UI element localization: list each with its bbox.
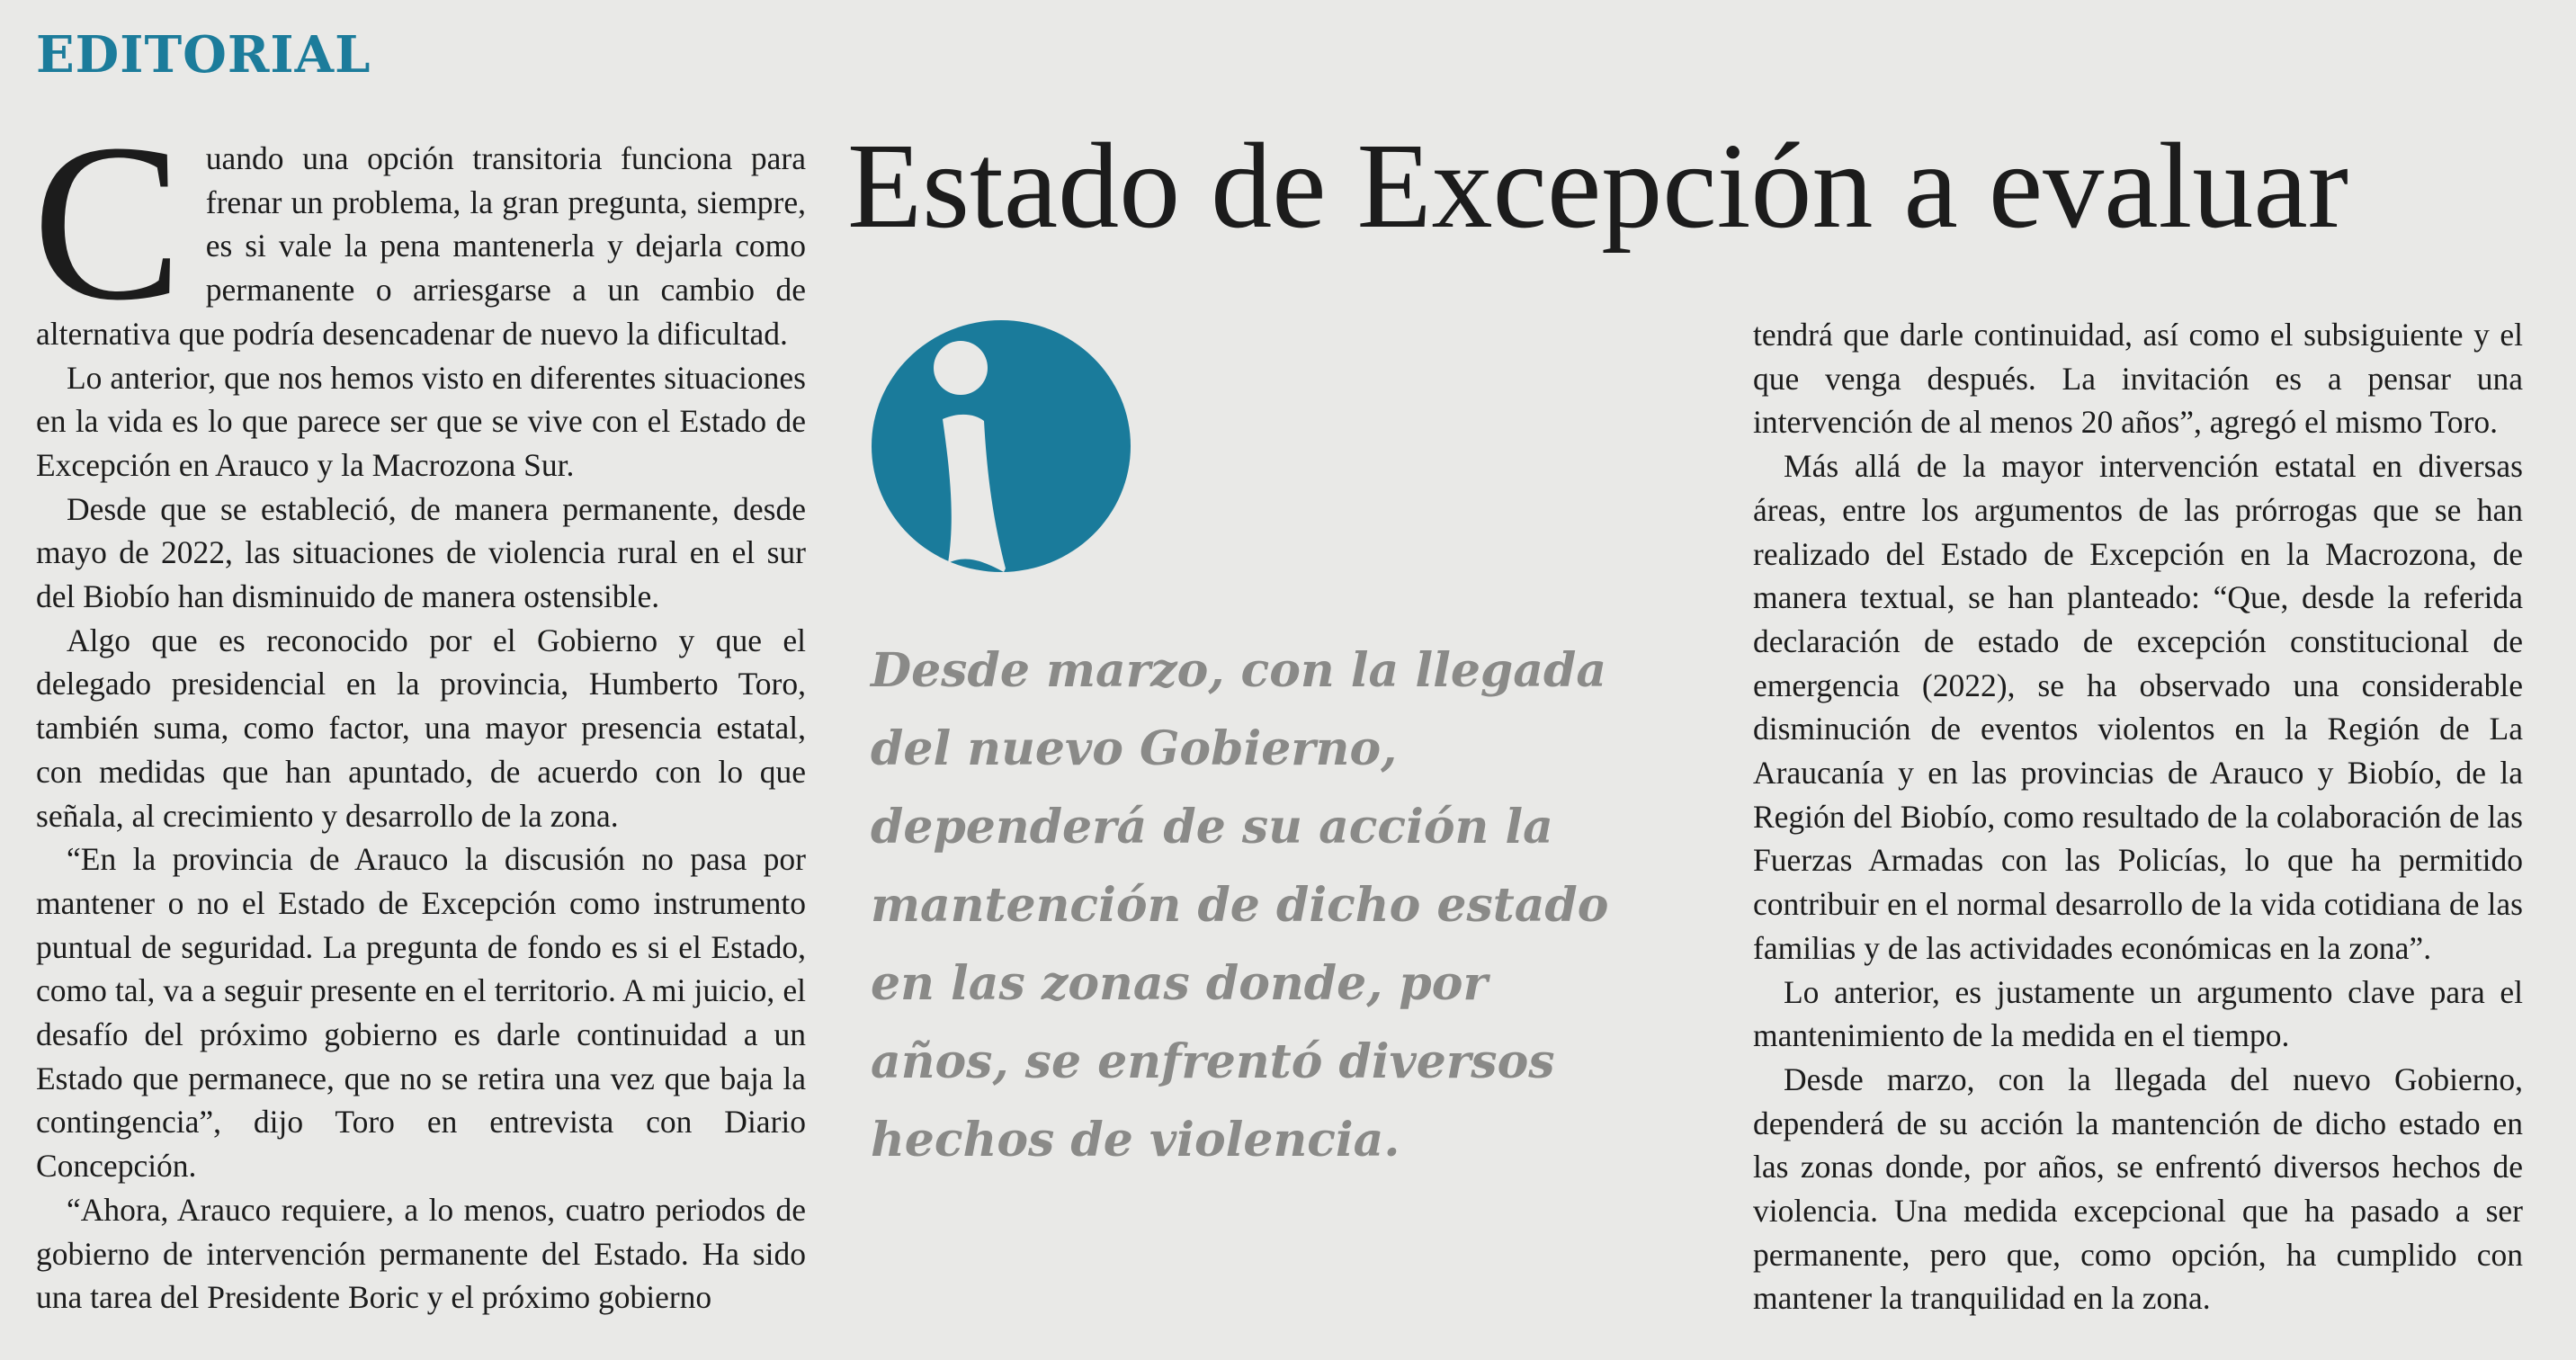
article-column-left: [32, 98, 806, 1320]
info-icon: [869, 318, 1133, 574]
paragraph: uando una opción transitoria funciona para frenar un problema, la gran pregunta, siempre, es si vale la pena mantenerla y dejarla como permanente o arriesgarse a un cambio de alternativa que podría desencadenar de nuevo la dificultad.: [36, 140, 806, 352]
paragraph: Desde marzo, con la llegada del nuevo Gobierno, dependerá de su acción la mantención de dicho estado en las zonas donde, por años, se enfrentó diversos hechos de violencia. Una medida excepcional que ha pasado a ser permanente, pero que, como opción, ha cumplido con mantener la tranquilidad en la zona.: [1753, 1060, 2523, 1317]
paragraph: Lo anterior, que nos hemos visto en diferentes situaciones en la vida es lo que parece ser que se vive con el Estado de Excepción en Arauco y la Macrozona Sur.: [36, 359, 806, 483]
paragraph: Algo que es reconocido por el Gobierno y que el delegado presidencial en la provincia, Humberto Toro, también suma, como factor, una mayor presencia estatal, con medidas que han apuntado, de acuerdo con lo que señala, al crecimiento y desarrollo de la zona.: [36, 622, 806, 834]
pull-quote: Desde marzo, con la llegada del nuevo Gobierno, dependerá de su acción la mantención de dicho estado en las zonas donde, por años, se enfrentó diversos hechos de violencia.: [871, 643, 1609, 1168]
section-label: EDITORIAL: [36, 25, 371, 85]
headline: Estado de Excepción a evaluar: [847, 119, 2348, 254]
paragraph: “En la provincia de Arauco la discusión no pasa por mantener o no el Estado de Excepción como instrumento puntual de seguridad. La pregunta de fondo es si el Estado, como tal, va a seguir presente en el territorio. A mi juicio, el desafío del próximo gobierno es darle continuidad a un Estado que permanece, que no se retira una vez que baja la contingencia”, dijo Toro en entrevista con Diario Concepción.: [36, 841, 806, 1185]
article-column-right: [1753, 313, 2523, 1320]
drop-cap: C: [32, 98, 183, 347]
paragraph: Lo anterior, es justamente un argumento clave para el mantenimiento de la medida en el tiempo.: [1753, 973, 2523, 1054]
paragraph: Desde que se estableció, de manera permanente, desde mayo de 2022, las situaciones de violencia rural en el sur del Biobío han disminuido de manera ostensible.: [36, 490, 806, 615]
paragraph: “Ahora, Arauco requiere, a lo menos, cuatro periodos de gobierno de intervención permanente del Estado. Ha sido una tarea del Presidente Boric y el próximo gobierno: [36, 1191, 806, 1316]
paragraph: tendrá que darle continuidad, así como el subsiguiente y el que venga después. La invitación es a pensar una intervención de al menos 20 años”, agregó el mismo Toro.: [1753, 317, 2523, 441]
paragraph: Más allá de la mayor intervención estatal en diversas áreas, entre los argumentos de las prórrogas que se han realizado del Estado de Excepción en la Macrozona, de manera textual, se han planteado: “Que, desde la referida declaración de estado de excepción constitucional de emergencia (2022), se ha observado una considerable disminución de eventos violentos en la Región de La Araucanía y en las provincias de Arauco y Biobío, de la Región del Biobío, como resultado de la colaboración de las Fuerzas Armadas con las Policías, lo que ha permitido contribuir en el normal desarrollo de la vida cotidiana de las familias y de las actividades económicas en la zona”.: [1753, 448, 2523, 966]
